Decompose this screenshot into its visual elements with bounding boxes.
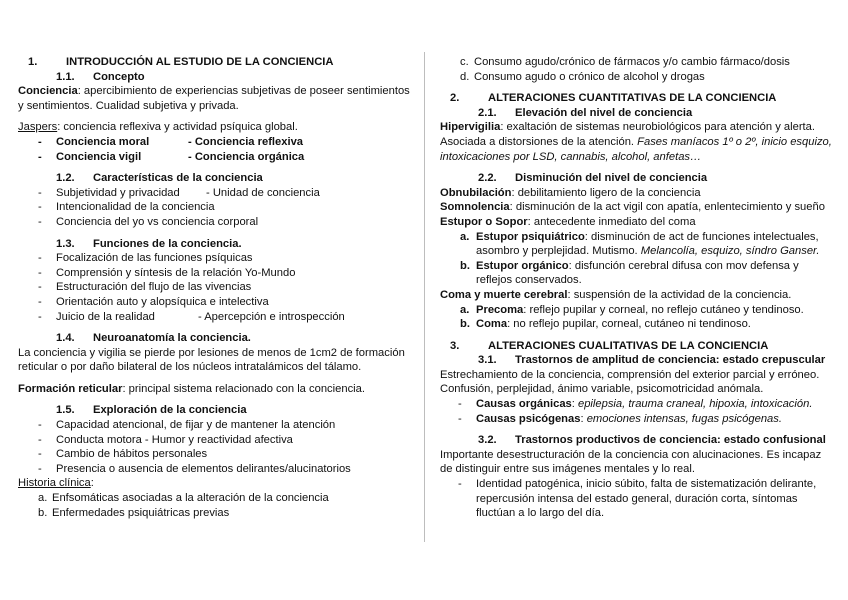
section-3-heading: 3. ALTERACIONES CUALITATIVAS DE LA CONCIENCIA: [450, 339, 769, 352]
section-3-2-heading: 3.2. Trastornos productivos de conciencia: estado confusional: [478, 434, 826, 447]
coma-line: Coma y muerte cerebral: suspensión de la actividad de la conciencia.: [440, 288, 792, 301]
list-item: - Causas psicógenas: emociones intensas, fugas psicógenas.: [458, 412, 782, 425]
list-item: d. Consumo agudo o crónico de alcohol y drogas: [460, 70, 705, 83]
section-1-2-heading: 1.2. Características de la conciencia: [56, 172, 263, 185]
list-item: - Subjetividad y privacidad - Unidad de conciencia: [38, 186, 320, 199]
somnolencia-line: Somnolencia: disminución de la act vigil con apatía, enlentecimiento y sueño: [440, 201, 825, 214]
jaspers-line: Jaspers: conciencia reflexiva y actividad psíquica global.: [18, 121, 298, 134]
list-item: b. Estupor orgánico: disfunción cerebral difusa con mov defensa y reflejos conservados.: [460, 259, 799, 287]
column-divider: [424, 52, 425, 542]
list-item: - Presencia o ausencia de elementos delirantes/alucinatorios: [38, 462, 351, 475]
list-item: - Juicio de la realidad - Apercepción e introspección: [38, 310, 345, 323]
section-3-1-heading: 3.1. Trastornos de amplitud de conciencia: estado crepuscular: [478, 354, 826, 367]
list-item: b. Enfermedades psiquiátricas previas: [38, 506, 230, 519]
confusional-paragraph: Importante desestructuración de la conciencia con alucinaciones. Es incapaz de distinguir entre sus imágenes mentales y lo real.: [440, 448, 822, 476]
hipervigilia-paragraph: Hipervigilia: exaltación de sistemas neurobiológicos para atención y alerta. Asociada a distorsiones de la atención. Fases maníacos 1º o 2º, inicio esquizo, intoxicaciones por LSD, cannabis, alcohol, anfetas…: [440, 121, 832, 163]
section-2-heading: 2. ALTERACIONES CUANTITATIVAS DE LA CONCIENCIA: [450, 92, 777, 105]
section-1-5-heading: 1.5. Exploración de la conciencia: [56, 404, 247, 417]
list-item: - Conciencia vigil - Conciencia orgánica: [38, 150, 305, 163]
estupor-line: Estupor o Sopor: antecedente inmediato del coma: [440, 215, 696, 228]
list-item: - Causas orgánicas: epilepsia, trauma craneal, hipoxia, intoxicación.: [458, 398, 813, 411]
list-item: b. Coma: no reflejo pupilar, corneal, cutáneo ni tendinoso.: [460, 318, 751, 331]
list-item: - Intencionalidad de la conciencia: [38, 201, 215, 214]
section-2-2-heading: 2.2. Disminución del nivel de conciencia: [478, 172, 708, 185]
list-item: - Focalización de las funciones psíquicas: [38, 252, 253, 265]
list-item: - Estructuración del flujo de las vivencias: [38, 281, 252, 294]
list-item: c. Consumo agudo/crónico de fármacos y/o cambio fármaco/dosis: [460, 56, 790, 68]
list-item: - Conciencia moral - Conciencia reflexiva: [38, 135, 304, 148]
list-item: - Capacidad atencional, de fijar y de mantener la atención: [38, 419, 336, 432]
right-column: [440, 55, 832, 521]
list-item: - Identidad patogénica, inicio súbito, falta de sistematización delirante, repercusión intensa del estado general, duración corta, síntomas fluctúan a lo largo del día.: [458, 478, 817, 520]
section-1-1-heading: 1.1. Concepto: [56, 70, 145, 83]
section-1-heading: 1. INTRODUCCIÓN AL ESTUDIO DE LA CONCIENCIA: [28, 56, 334, 68]
list-item: a. Estupor psiquiátrico: disminución de act de funciones intelectuales, asombro y perplejidad. Mutismo. Melancolía, esquizo, síndro Ganser.: [460, 230, 820, 258]
obnubilacion-line: Obnubilación: debilitamiento ligero de la conciencia: [440, 186, 701, 199]
crepuscular-paragraph: Estrechamiento de la conciencia, comprensión del exterior parcial y erróneo. Confusión, perplejidad, ánimo variable, psicomotricidad anómala.: [440, 368, 820, 396]
section-1-4-heading: 1.4. Neuroanatomía la conciencia.: [56, 332, 251, 345]
list-item: a. Precoma: reflejo pupilar y corneal, no reflejo cutáneo y tendinoso.: [460, 303, 804, 316]
formacion-line: Formación reticular: principal sistema relacionado con la conciencia.: [18, 382, 365, 395]
list-item: - Conciencia del yo vs conciencia corporal: [38, 215, 259, 228]
list-item: - Comprensión y síntesis de la relación Yo-Mundo: [38, 266, 296, 279]
list-item: - Conducta motora - Humor y reactividad afectiva: [38, 433, 293, 446]
list-item: - Orientación auto y alopsíquica e intelectiva: [38, 295, 269, 308]
left-column: [18, 55, 410, 520]
section-2-1-heading: 2.1. Elevación del nivel de conciencia: [478, 106, 693, 119]
neuro-paragraph: La conciencia y vigilia se pierde por lesiones de menos de 1cm2 de formación reticular o por daño bilateral de los núcleos intratalámicos del tálamo.: [18, 346, 405, 374]
list-item: - Cambio de hábitos personales: [38, 448, 208, 461]
concepto-paragraph: Conciencia: apercibimiento de experiencias subjetivas de poseer sentimientos y sentimientos. Cualidad subjetiva y privada.: [18, 85, 410, 112]
section-1-3-heading: 1.3. Funciones de la conciencia.: [56, 237, 242, 250]
historia-heading: Historia clínica:: [18, 477, 94, 490]
list-item: a. Enfsomáticas asociadas a la alteración de la conciencia: [38, 492, 329, 505]
